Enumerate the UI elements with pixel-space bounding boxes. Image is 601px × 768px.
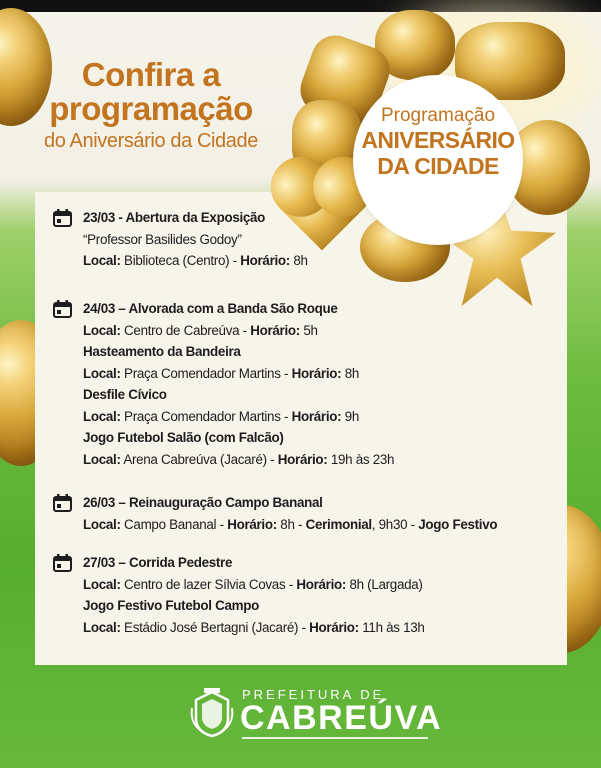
event-item — [53, 552, 425, 638]
local-value: Arena Cabreúva (Jacaré) - — [120, 451, 278, 467]
event-item — [53, 298, 394, 470]
time-value: 8h (Largada) — [346, 576, 423, 592]
local-label: Local: — [83, 619, 121, 635]
local-value: Praça Comendador Martins - — [120, 408, 292, 424]
local-label: Local: — [83, 253, 121, 268]
sub-event-title: Jogo Futebol Salão (com Falcão) — [83, 430, 284, 445]
footer-underline — [242, 737, 428, 739]
sub-event-title: Hasteamento da Bandeira — [83, 344, 241, 359]
time-label: Horário: — [291, 408, 342, 424]
local-value: Biblioteca (Centro) - — [120, 253, 241, 268]
local-value: Estádio José Bertagni (Jacaré) - — [120, 619, 310, 635]
time-label: Horário: — [291, 365, 342, 381]
time-value: 11h às 13h — [358, 619, 425, 635]
event-item — [53, 207, 308, 272]
local-value: Centro de lazer Sílvia Covas - — [120, 576, 297, 592]
headline-line2: programação — [49, 90, 253, 127]
festive-game-label: Jogo Festivo — [418, 516, 498, 532]
event-item — [53, 492, 497, 535]
time-value: 8h — [289, 253, 308, 268]
sub-event-title: Jogo Festivo Futebol Campo — [83, 598, 259, 613]
calendar-icon — [53, 554, 72, 572]
badge-line1: Programação — [380, 105, 496, 126]
time-label: Horário: — [240, 253, 290, 268]
time-value: 19h às 23h — [327, 451, 395, 467]
local-label: Local: — [83, 322, 121, 338]
time-value: 8h — [341, 365, 360, 381]
event-subtitle: “Professor Basilides Godoy” — [83, 231, 242, 247]
event-title: 23/03 - Abertura da Exposição — [83, 210, 266, 225]
title-badge — [353, 75, 523, 245]
event-title: 27/03 – Corrida Pedestre — [83, 555, 233, 570]
calendar-icon — [53, 300, 72, 318]
badge-line2: ANIVERSÁRIO — [361, 127, 515, 153]
local-value: Praça Comendador Martins - — [120, 365, 292, 381]
local-label: Local: — [83, 408, 121, 424]
time-label: Horário: — [250, 322, 300, 338]
ceremony-label: Cerimonial — [305, 516, 372, 532]
local-label: Local: — [83, 576, 121, 592]
city-crest-icon — [190, 688, 234, 738]
time-label: Horário: — [277, 451, 328, 467]
time-value: 8h - — [276, 516, 306, 532]
time-value: 9h — [341, 408, 360, 424]
calendar-icon — [53, 494, 72, 512]
local-value: Centro de Cabreúva - — [120, 322, 251, 338]
event-title: 26/03 – Reinauguração Campo Bananal — [83, 495, 323, 510]
headline — [20, 58, 282, 154]
time-label: Horário: — [309, 619, 359, 635]
local-label: Local: — [83, 365, 121, 381]
event-title: 24/03 – Alvorada com a Banda São Roque — [83, 301, 338, 316]
headline-line3: do Aniversário da Cidade — [44, 130, 258, 152]
footer-logo — [190, 688, 450, 748]
local-value: Campo Bananal - — [120, 516, 228, 532]
footer-city: CABREÚVA — [240, 699, 443, 737]
local-label: Local: — [83, 516, 121, 532]
ceremony-time: , 9h30 - — [371, 516, 419, 532]
footer-prefix: PREFEITURA DE — [242, 687, 385, 702]
local-label: Local: — [83, 451, 121, 467]
sub-event-title: Desfile Cívico — [83, 387, 167, 402]
time-label: Horário: — [296, 576, 347, 592]
badge-line3: DA CIDADE — [377, 153, 499, 179]
headline-line1: Confira a — [81, 56, 221, 93]
calendar-icon — [53, 209, 72, 227]
time-value: 5h — [299, 322, 318, 338]
time-label: Horário: — [227, 516, 277, 532]
